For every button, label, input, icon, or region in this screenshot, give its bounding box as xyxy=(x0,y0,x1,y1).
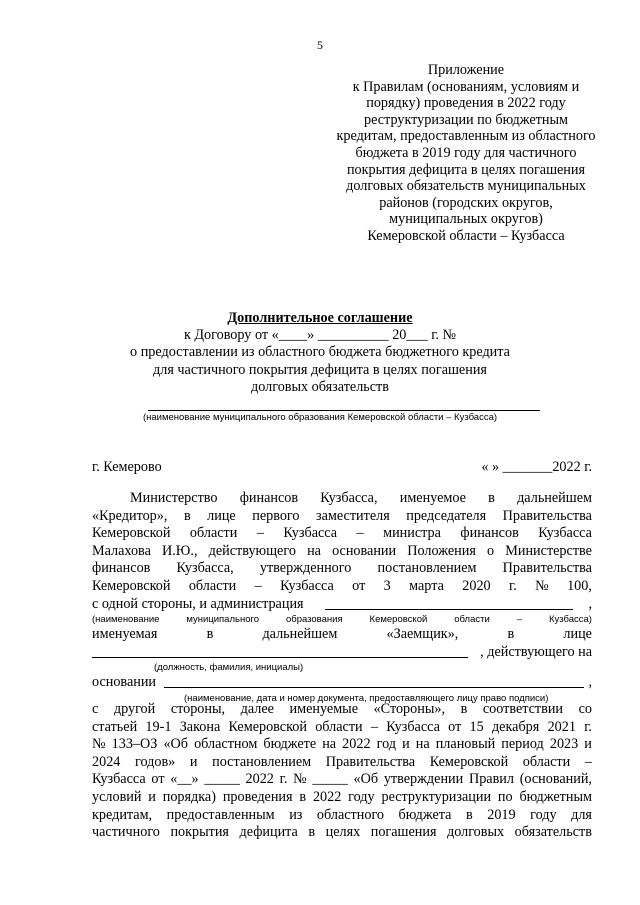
text-line xyxy=(92,771,592,789)
word: г. xyxy=(509,577,517,594)
word: частичного xyxy=(92,824,160,841)
word: _____ xyxy=(204,771,240,788)
word: Министерстве xyxy=(505,542,592,559)
word: годов» xyxy=(135,753,176,770)
word: 133–ОЗ xyxy=(111,736,158,753)
word: № xyxy=(293,771,307,788)
word: «__» xyxy=(170,771,199,788)
word: году xyxy=(348,788,375,805)
page-number: 5 xyxy=(317,38,323,52)
word: финансов xyxy=(92,560,151,577)
text-line xyxy=(92,807,592,825)
word: предоставленным xyxy=(166,806,275,823)
word: и xyxy=(148,788,156,805)
word: от xyxy=(448,718,462,735)
word: г. xyxy=(584,718,592,735)
word: № xyxy=(535,577,549,594)
word: Кемеровской xyxy=(369,614,428,626)
appendix-line: Приложение xyxy=(427,62,505,78)
municipality-note: (наименование муниципального образования Кемеровской области – Кузбасса) xyxy=(142,412,498,423)
word: плановый xyxy=(435,736,496,753)
word: 2019 xyxy=(487,806,516,823)
word: утвержденного xyxy=(259,560,352,577)
text-line xyxy=(92,560,592,578)
word: Правил xyxy=(468,771,514,788)
word: стороны, xyxy=(170,701,226,717)
word: 2023 xyxy=(549,736,579,753)
word: в xyxy=(460,701,468,717)
word: реструктуризации xyxy=(381,788,492,805)
word: 15 xyxy=(469,718,484,735)
word: бюджета xyxy=(398,806,452,823)
word: марта xyxy=(409,577,444,594)
word: кредитам, xyxy=(92,806,153,823)
text-segment: , xyxy=(588,674,592,691)
appendix-line: покрытия дефицита в целях погашения xyxy=(346,161,586,178)
word: в xyxy=(183,507,191,524)
word: далее xyxy=(240,701,274,717)
text-line xyxy=(92,789,592,807)
word: области xyxy=(454,614,490,626)
word: Кемеровской xyxy=(429,753,509,770)
word: Кузбасса xyxy=(92,771,146,788)
word: «Стороны», xyxy=(373,701,446,717)
word: дефицита xyxy=(239,824,298,841)
word: И.Ю., xyxy=(162,542,198,559)
word: – xyxy=(256,525,264,542)
word: министра xyxy=(383,525,441,542)
date: « » _______2022 г. xyxy=(481,459,592,475)
word: 19-1 xyxy=(145,718,172,735)
word: условий xyxy=(92,788,142,805)
word: Кузбасса xyxy=(538,525,592,542)
word: покрытия xyxy=(170,824,229,841)
text-line xyxy=(92,754,592,772)
place-date-row xyxy=(92,459,592,476)
text-segment: основании xyxy=(92,674,157,691)
title-line: долговых обязательств xyxy=(251,378,389,395)
title-line: к Договору от «____» __________ 20___ г. № xyxy=(183,327,457,344)
agreement-title-block xyxy=(80,310,560,396)
text-line xyxy=(92,490,592,508)
word: – xyxy=(370,718,378,735)
word: обязательств xyxy=(514,824,592,841)
word: финансов xyxy=(460,525,519,542)
text-line xyxy=(92,578,592,596)
text-line xyxy=(92,644,592,662)
word: Министерство xyxy=(130,490,218,506)
word: проведения xyxy=(222,788,293,805)
word: Кузбасса) xyxy=(548,614,592,626)
appendix-line: долговых обязательств муниципальных xyxy=(346,178,586,195)
word: в xyxy=(465,806,473,823)
blank-field xyxy=(325,596,573,610)
word: от xyxy=(352,577,366,594)
word: – xyxy=(356,525,364,542)
word: в xyxy=(308,824,316,841)
word: именуемое xyxy=(399,490,466,506)
word: году xyxy=(530,806,557,823)
text-line xyxy=(92,543,592,561)
appendix-line: порядку) проведения в 2022 году xyxy=(366,95,566,112)
word: Кузбасса xyxy=(386,718,440,735)
field-note: (должность, фамилия, инициалы) xyxy=(154,662,304,674)
appendix-block xyxy=(316,62,616,245)
word: (оснований, xyxy=(519,771,592,788)
word: 100, xyxy=(567,577,592,594)
word: по xyxy=(497,788,513,805)
word: лице xyxy=(563,626,592,643)
word: «Об xyxy=(163,736,188,753)
text-line xyxy=(92,626,592,644)
word: заместителя xyxy=(316,507,390,524)
text-line xyxy=(92,736,592,754)
appendix-line: кредитам, предоставленным из областного xyxy=(336,128,596,145)
word: именуемая xyxy=(92,626,158,643)
word: Правительства xyxy=(502,507,592,524)
word: порядка) xyxy=(162,788,216,805)
word: Кузбасса xyxy=(283,525,338,542)
agreement-title: Дополнительное соглашение xyxy=(227,310,413,326)
word: долговых xyxy=(447,824,505,841)
word: областном xyxy=(194,736,258,753)
word: бюджетным xyxy=(519,788,592,805)
word: на xyxy=(415,736,430,753)
word: Кемеровской xyxy=(92,525,171,542)
word: (наименование xyxy=(92,614,160,626)
word: со xyxy=(578,701,592,717)
word: утверждении xyxy=(383,771,464,788)
word: декабря xyxy=(491,718,540,735)
word: в xyxy=(206,626,214,643)
word: основании xyxy=(332,542,397,559)
word: области xyxy=(188,577,237,594)
title-line: о предоставлении из областного бюджета бюджетного кредита xyxy=(130,344,510,361)
appendix-line: к Правилам (основаниям, условиям и xyxy=(352,78,580,95)
word: с xyxy=(92,701,99,717)
blank-field xyxy=(164,674,584,688)
word: в xyxy=(299,788,307,805)
paragraph-2 xyxy=(92,701,592,842)
word: области xyxy=(189,525,238,542)
word: образования xyxy=(285,614,343,626)
title-line: для частичного покрытия дефицита в целях погашения xyxy=(153,361,487,378)
word: и xyxy=(584,736,592,753)
word: действующего xyxy=(208,542,296,559)
word: погашения xyxy=(370,824,437,841)
word: 2020 xyxy=(462,577,491,594)
word: год xyxy=(376,736,396,753)
appendix-line: муниципальных округов) xyxy=(389,211,543,228)
appendix-line: реструктуризации по бюджетным xyxy=(364,111,568,128)
text-segment: , действующего на xyxy=(480,643,592,660)
word: постановлением xyxy=(212,753,312,770)
word: лице xyxy=(207,507,236,524)
word: от xyxy=(151,771,165,788)
word: Правительства xyxy=(325,753,416,770)
word: 2021 xyxy=(547,718,576,735)
word: бюджете xyxy=(263,736,317,753)
word: и xyxy=(402,736,410,753)
word: Правительства xyxy=(502,560,592,577)
text-line xyxy=(92,824,592,842)
text-segment: , xyxy=(588,595,592,612)
word: председателя xyxy=(406,507,487,524)
text-line xyxy=(92,674,592,692)
word: Кузбасса, xyxy=(320,490,378,506)
word: 3 xyxy=(383,577,391,594)
word: муниципального xyxy=(186,614,260,626)
word: и xyxy=(189,753,198,770)
word: «Кредитор», xyxy=(92,507,168,524)
word: период xyxy=(501,736,544,753)
word: г. xyxy=(279,771,288,788)
field-note-row xyxy=(92,661,592,674)
word: – xyxy=(584,753,592,770)
appendix-line: Кемеровской области – Кузбасса xyxy=(367,227,565,244)
word: именуемые xyxy=(289,701,359,717)
word: первого xyxy=(252,507,300,524)
word: _____ xyxy=(312,771,348,788)
word: в xyxy=(488,490,495,506)
field-note: (наименование, дата и номер документа, предоставляющего лицу право подписи) xyxy=(184,692,549,704)
word: другой xyxy=(113,701,156,717)
word: Кемеровской xyxy=(92,577,171,594)
word: о xyxy=(487,542,495,559)
word: дальнейшем xyxy=(517,490,592,506)
paragraph-1 xyxy=(92,490,592,705)
word: Кузбасса xyxy=(280,577,334,594)
word: для xyxy=(571,806,592,823)
word: области xyxy=(522,753,571,770)
word: соответствии xyxy=(482,701,564,717)
word: Малахова xyxy=(92,542,151,559)
word: финансов xyxy=(239,490,299,506)
word: 2022 xyxy=(342,736,371,753)
field-note xyxy=(92,613,592,626)
word: Закона xyxy=(179,718,221,735)
word: «Заемщик», xyxy=(386,626,459,643)
word: постановлением xyxy=(377,560,477,577)
word: статьей xyxy=(92,718,138,735)
place: г. Кемерово xyxy=(92,459,162,475)
word: из xyxy=(289,806,303,823)
word: дальнейшем xyxy=(262,626,338,643)
word: 2024 xyxy=(92,753,121,770)
text-line xyxy=(92,596,592,614)
word: Кузбасса, xyxy=(176,560,234,577)
word: на xyxy=(307,542,321,559)
word: в xyxy=(507,626,515,643)
word: – xyxy=(516,614,523,626)
word: областного xyxy=(316,806,385,823)
word: Положения xyxy=(407,542,476,559)
appendix-line: бюджета в 2019 году для частичного xyxy=(355,144,577,161)
appendix-line: районов (городских округов, xyxy=(379,194,553,211)
municipality-blank-line xyxy=(148,410,540,411)
word: 2022 xyxy=(312,788,342,805)
word: «Об xyxy=(353,771,379,788)
word: – xyxy=(254,577,262,594)
text-segment: с одной стороны, и администрация xyxy=(92,595,304,612)
word: Кемеровской xyxy=(228,718,307,735)
word: № xyxy=(92,736,106,753)
text-line xyxy=(92,508,592,526)
text-line xyxy=(92,525,592,543)
word: на xyxy=(322,736,337,753)
text-line xyxy=(92,701,592,719)
word: 2022 xyxy=(245,771,274,788)
word: целях xyxy=(325,824,361,841)
text-line xyxy=(92,719,592,737)
word: области xyxy=(315,718,363,735)
blank-field xyxy=(92,644,468,658)
